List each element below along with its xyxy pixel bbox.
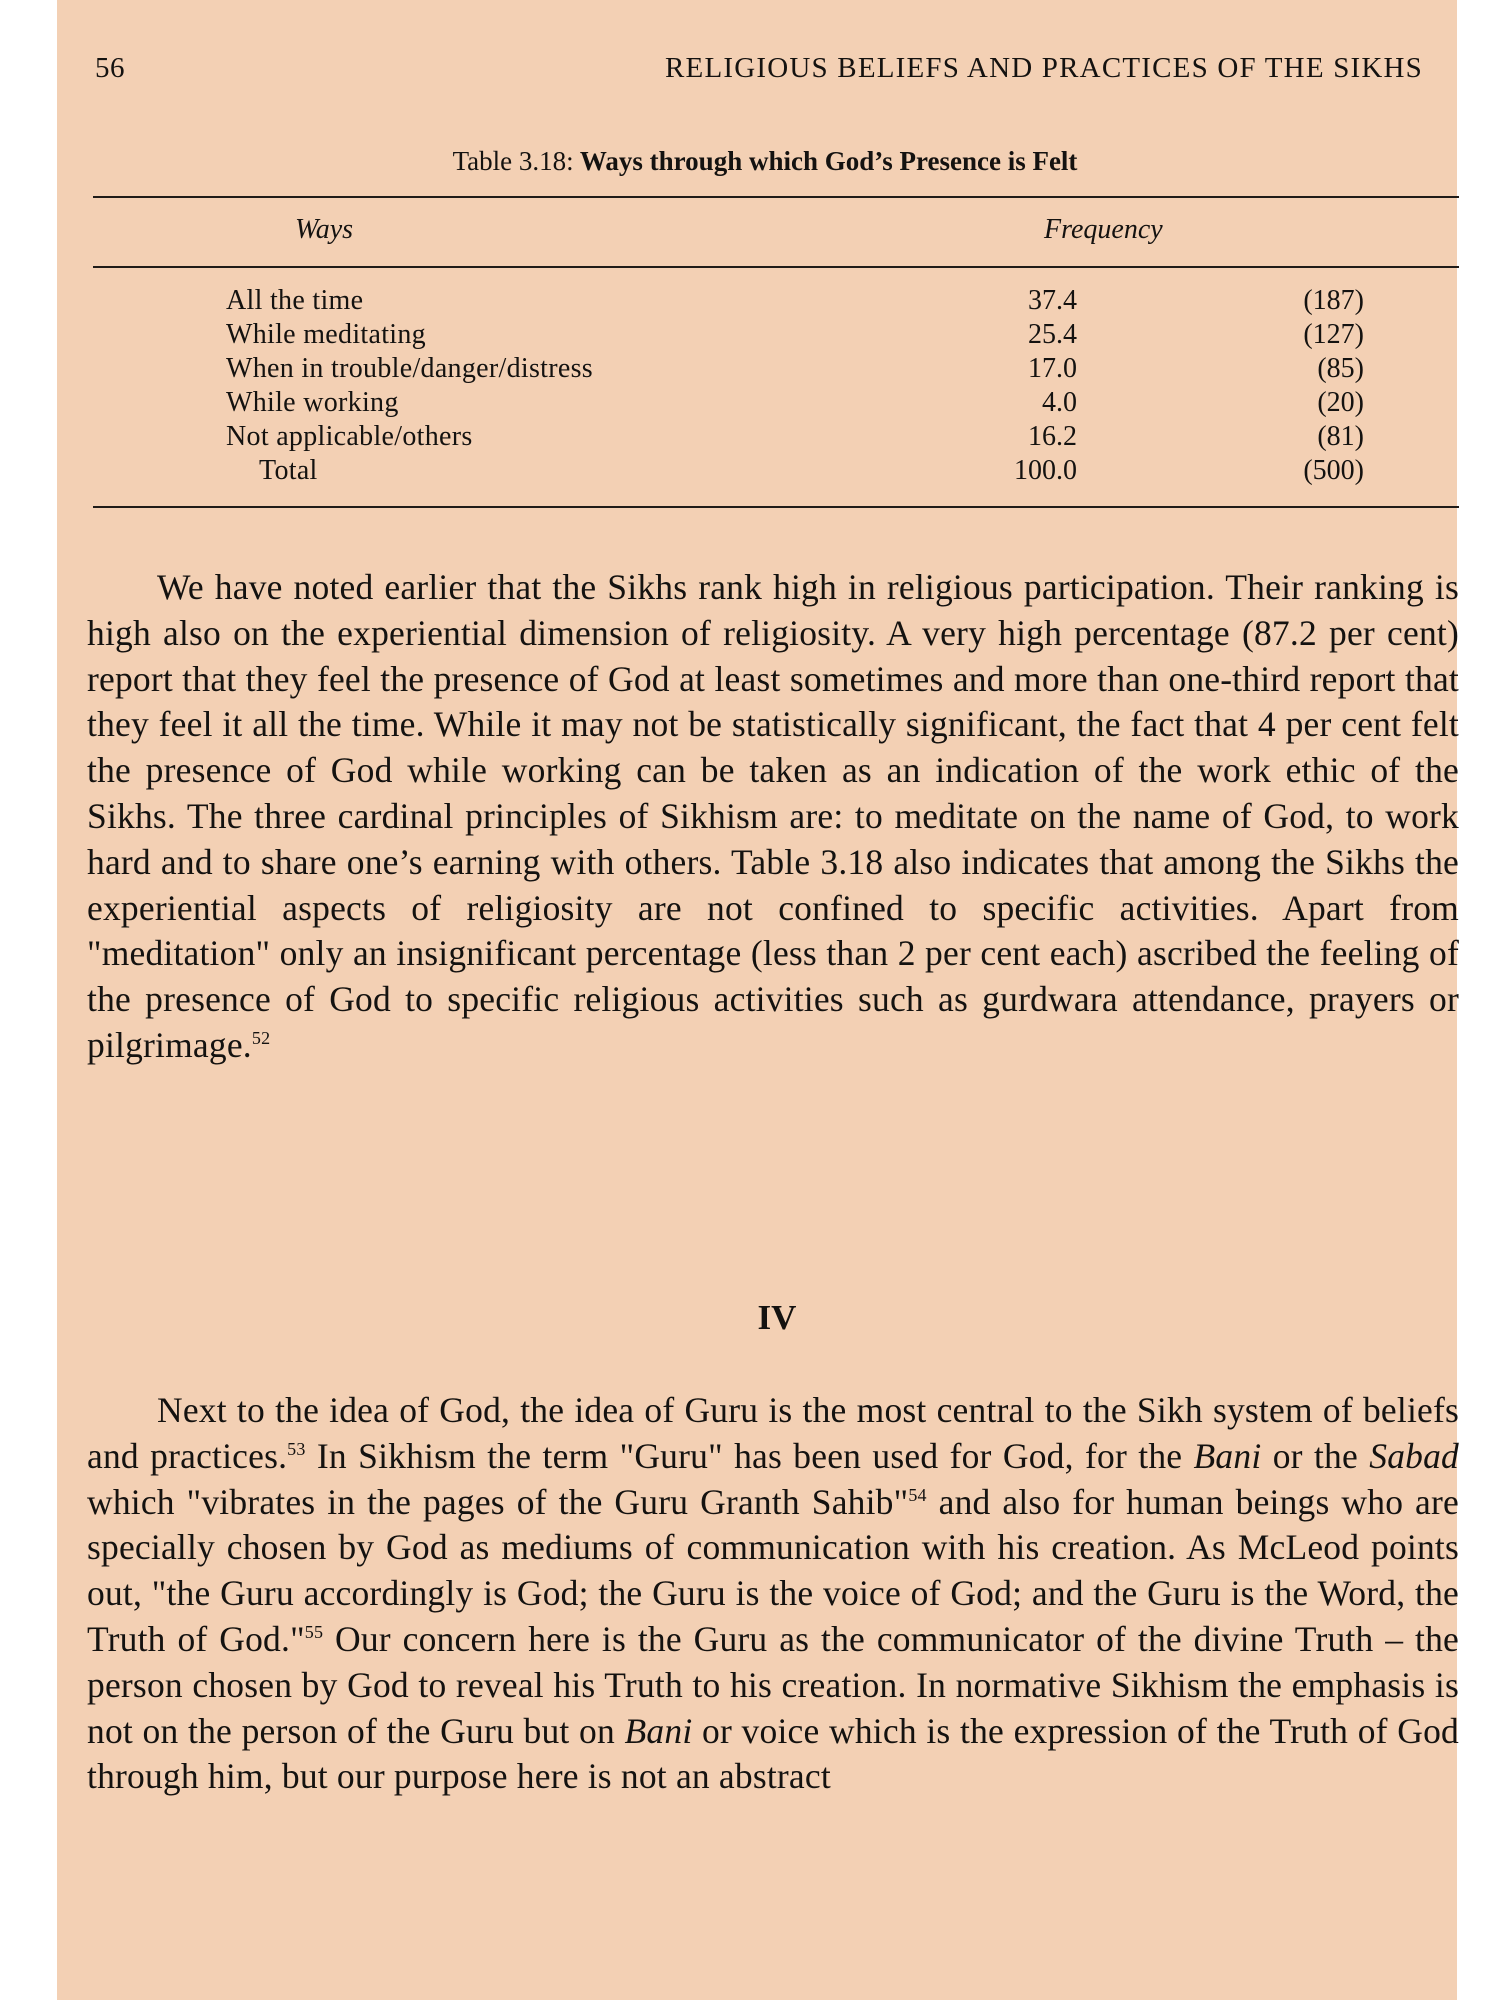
row-count: (127)	[1303, 319, 1364, 350]
paragraph-text: In Sikhism the term "Guru" has been used for God, for the	[305, 1435, 1194, 1476]
row-label: Not applicable/others	[226, 421, 473, 452]
row-percentage: 16.2	[1028, 421, 1077, 452]
footnote-ref: 55	[304, 1622, 324, 1643]
paragraph-text: Our concern here is the Guru as the communicator of the divine Truth – the person chosen by God to reveal his Truth to his creation. In normative Sikhism the emphasis is not on the person of the Guru but on	[87, 1618, 1460, 1751]
frequency-table-body	[57, 284, 1457, 488]
page-number: 56	[95, 52, 125, 84]
row-percentage: 25.4	[1028, 319, 1077, 350]
row-count: (187)	[1303, 285, 1364, 316]
row-label: While working	[226, 387, 399, 418]
paragraph-text: We have noted earlier that the Sikhs rank high in religious participation. Their ranking is high also on the experiential dimension of religiosity. A very high percentage (87.2 per cent) report that they feel the presence of God at least sometimes and more than one-third report that they feel it all the time. While it may not be statistically significant, the fact that 4 per cent felt the presence of God while working can be taken as an indication of the work ethic of the Sikhs. The three cardinal principles of Sikhism are: to meditate on the name of God, to work hard and to share one’s earning with others. Table 3.18 also indicates that among the Sikhs the experiential aspects of religiosity are not confined to specific activities. Apart from "meditation" only an insignificant percentage (less than 2 per cent each) ascribed the feeling of the presence of God to specific religious activities such as gurdwara attendance, prayers or pilgrimage.	[87, 567, 1459, 1065]
table-caption	[57, 146, 1473, 177]
section-number: IV	[757, 1298, 797, 1337]
total-percentage: 100.0	[1014, 455, 1077, 486]
table-row	[57, 284, 1457, 318]
table-row	[57, 352, 1457, 386]
italic-term: Bani	[1193, 1435, 1262, 1476]
table-caption-title: Ways through which God’s Presence is Felt	[579, 146, 1078, 176]
table-row	[57, 318, 1457, 352]
row-count: (85)	[1317, 353, 1364, 384]
table-header-rule	[93, 266, 1459, 268]
column-header-ways: Ways	[295, 214, 354, 245]
row-count: (81)	[1317, 421, 1364, 452]
table-row	[57, 386, 1457, 420]
row-percentage: 4.0	[1042, 387, 1077, 418]
row-percentage: 17.0	[1028, 353, 1077, 384]
running-title: RELIGIOUS BELIEFS AND PRACTICES OF THE SIKHS	[664, 52, 1423, 84]
italic-term: Bani	[624, 1710, 693, 1751]
row-label: While meditating	[226, 319, 426, 350]
paragraph-text: and also for human beings who are specially chosen by God as mediums of communication with his creation. As McLeod points out, "the Guru accordingly is God; the Guru is the voice of God; and the Guru is the Word, the Truth of God."	[87, 1481, 1459, 1659]
column-header-frequency: Frequency	[1044, 214, 1163, 245]
book-page	[57, 0, 1460, 2000]
row-percentage: 37.4	[1028, 285, 1077, 316]
footnote-ref: 54	[908, 1484, 927, 1505]
table-total-row	[57, 454, 1457, 488]
table-bottom-rule	[93, 506, 1459, 508]
footnote-ref: 52	[251, 1028, 271, 1049]
table-top-rule	[93, 196, 1459, 198]
body-paragraph	[87, 565, 1459, 1069]
italic-term: Sabad	[1369, 1435, 1459, 1476]
running-head	[95, 52, 1423, 92]
table-row	[57, 420, 1457, 454]
row-label: When in trouble/danger/distress	[226, 353, 593, 384]
paragraph-text: or the	[1261, 1435, 1370, 1476]
row-label: All the time	[226, 285, 364, 316]
total-label: Total	[259, 455, 318, 486]
paragraph-text: which "vibrates in the pages of the Guru Granth Sahib"	[87, 1481, 909, 1522]
body-paragraph	[87, 1388, 1459, 1800]
footnote-ref: 53	[287, 1438, 306, 1459]
table-caption-label: Table 3.18:	[452, 146, 574, 176]
row-count: (20)	[1317, 387, 1364, 418]
paragraph-text: or voice which is the expression of the Truth of God through him, but our purpose here is not an abstract	[87, 1710, 1459, 1797]
total-count: (500)	[1303, 455, 1364, 486]
paragraph-text: Next to the idea of God, the idea of Guru is the most central to the Sikh system of beliefs and practices.	[87, 1390, 1459, 1476]
